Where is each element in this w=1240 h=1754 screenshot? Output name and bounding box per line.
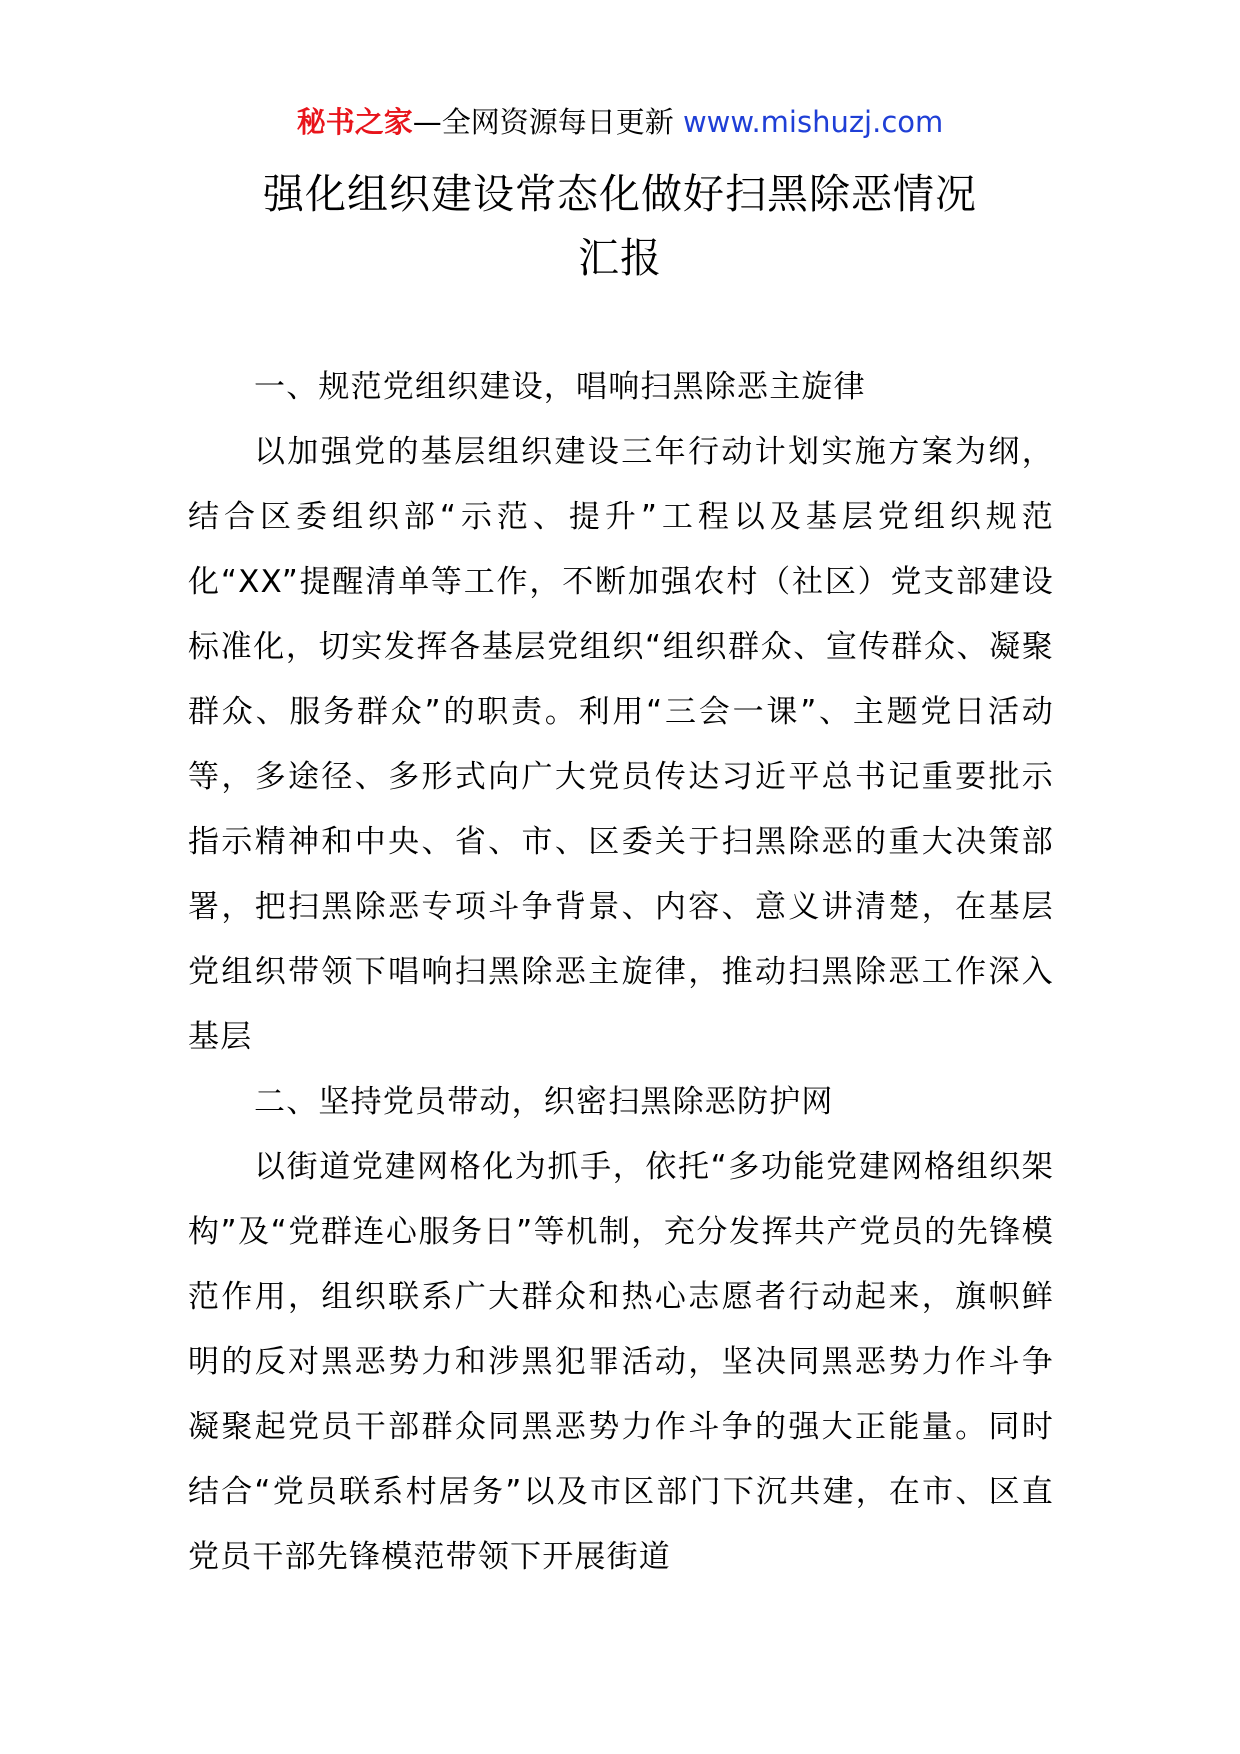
- section-1-heading: 一、规范党组织建设，唱响扫黑除恶主旋律: [254, 369, 866, 405]
- section-1-paragraph: 以加强党的基层组织建设三年行动计划实施方案为纲，结合区委组织部“示范、提升”工程以及基层党组织规范化“XX”提醒清单等工作，不断加强农村（社区）党支部建设标准化，切实发挥各基层党组织“组织群众、宣传群众、凝聚群众、服务群众”的职责。利用“三会一课”、主题党日活动等，多途径、多形式向广大党员传达习近平总书记重要批示指示精神和中央、省、市、区委关于扫黑除恶的重大决策部署，把扫黑除恶专项斗争背景、内容、意义讲清楚，在基层党组织带领下唱响扫黑除恶主旋律，推动扫黑除恶工作深入基层: [188, 434, 1054, 1055]
- title-line-2: 汇报: [578, 234, 662, 282]
- header-slogan: —全网资源每日更新: [412, 105, 683, 139]
- page-header: [0, 100, 1240, 144]
- document-body: [188, 355, 1054, 1590]
- website-link[interactable]: www.mishuzj.com: [682, 105, 944, 139]
- title-line-1: 强化组织建设常态化做好扫黑除恶情况: [263, 170, 977, 218]
- section-2-paragraph: 以街道党建网格化为抓手，依托“多功能党建网格组织架构”及“党群连心服务日”等机制，充分发挥共产党员的先锋模范作用，组织联系广大群众和热心志愿者行动起来，旗帜鲜明的反对黑恶势力和涉黑犯罪活动，坚决同黑恶势力作斗争凝聚起党员干部群众同黑恶势力作斗争的强大正能量。同时结合“党员联系村居务”以及市区部门下沉共建，在市、区直党员干部先锋模范带领下开展街道: [188, 1149, 1054, 1575]
- brand-name: 秘书之家: [296, 105, 413, 139]
- document-title: [140, 162, 1100, 290]
- section-2-heading: 二、坚持党员带动，织密扫黑除恶防护网: [254, 1084, 834, 1120]
